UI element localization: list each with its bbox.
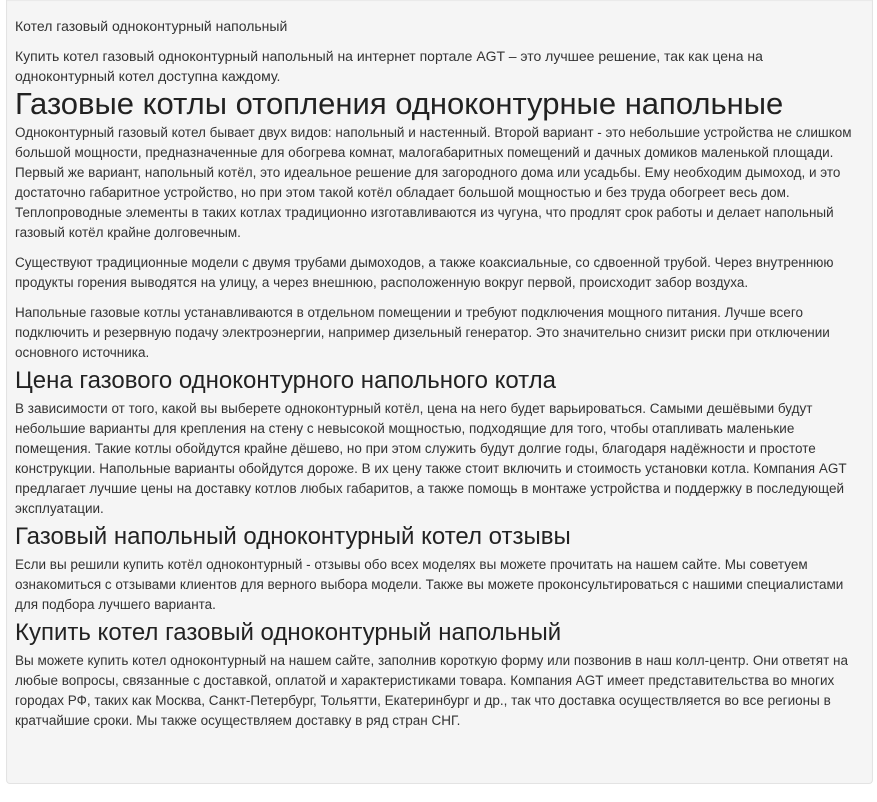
section-text-reviews: Если вы решили купить котёл одноконтурный - отзывы обо всех моделях вы можете прочитать на нашем сайте. Мы советуем ознакомиться с отзывами клиентов для верного выбора модели. Также вы можете проконсультироваться с нашими специалистами для подбора лучшего варианта. [15, 557, 844, 612]
section-heading-reviews: Газовый напольный одноконтурный котел отзывы [15, 523, 571, 550]
main-paragraph-1: Одноконтурный газовый котел бывает двух видов: напольный и настенный. Второй вариант - это небольшие устройства не слишком большой мощности, предназначенные для обогрева комнат, малогабаритных помещений и дачных домиков маленькой площади. Первый же вариант, напольный котёл, это идеальное решение для загородного дома или усадьбы. Ему необходим дымоход, и это достаточно габаритное устройство, но при этом такой котёл обладает большой мощностью и без труда обогреет весь дом. Теплопроводные элементы в таких котлах традиционно изготавливаются из чугуна, что продлят срок работы и делает напольный газовый котёл крайне долговечным. [15, 125, 852, 240]
section-heading-buy: Купить котел газовый одноконтурный напольный [15, 619, 562, 646]
page-title: Газовые котлы отопления одноконтурные напольные [15, 86, 784, 121]
section-heading-price: Цена газового одноконтурного напольного котла [15, 367, 556, 394]
section-text-price: В зависимости от того, какой вы выберете одноконтурный котёл, цена на него будет варьироваться. Самыми дешёвыми будут небольшие варианты для крепления на стену с невысокой мощностью, подходящие для того, чтобы отапливать маленькие помещения. Такие котлы обойдутся крайне дёшево, но при этом служить будут долгие годы, благодаря надёжности и простоте конструкции. Напольные варианты обойдутся дороже. В их цену также стоит включить и стоимость установки котла. Компания AGT предлагает лучшие цены на доставку котлов любых габаритов, а также помощь в монтаже устройства и поддержку в последующей эксплуатации. [15, 401, 847, 516]
main-paragraph-3: Напольные газовые котлы устанавливаются в отдельном помещении и требуют подключения мощного питания. Лучше всего подключить и резервную подачу электроэнергии, например дизельный генератор. Это значительно снизит риски при отключении основного источника. [15, 305, 830, 360]
content-panel [6, 0, 873, 784]
main-paragraph-2: Существуют традиционные модели с двумя трубами дымоходов, а также коаксиальные, со сдвоенной трубой. Через внутреннюю продукты горения выводятся на улицу, а через внешнюю, расположенную вокруг первой, происходит забор воздуха. [15, 255, 834, 290]
intro-text: Купить котел газовый одноконтурный напольный на интернет портале AGT – это лучшее решение, так как цена на одноконтурный котел доступна каждому. [15, 48, 763, 84]
page-subtitle: Котел газовый одноконтурный напольный [15, 18, 288, 34]
section-text-buy: Вы можете купить котел одноконтурный на нашем сайте, заполнив короткую форму или позвонив в наш колл-центр. Они ответят на любые вопросы, связанные с доставкой, оплатой и характеристиками товара. Компания AGT имеет представительства во многих городах РФ, таких как Москва, Санкт-Петербург, Тольятти, Екатеринбург и др., так что доставка осуществляется во все регионы в кратчайшие сроки. Мы также осуществляем доставку в ряд стран СНГ. [15, 653, 849, 728]
